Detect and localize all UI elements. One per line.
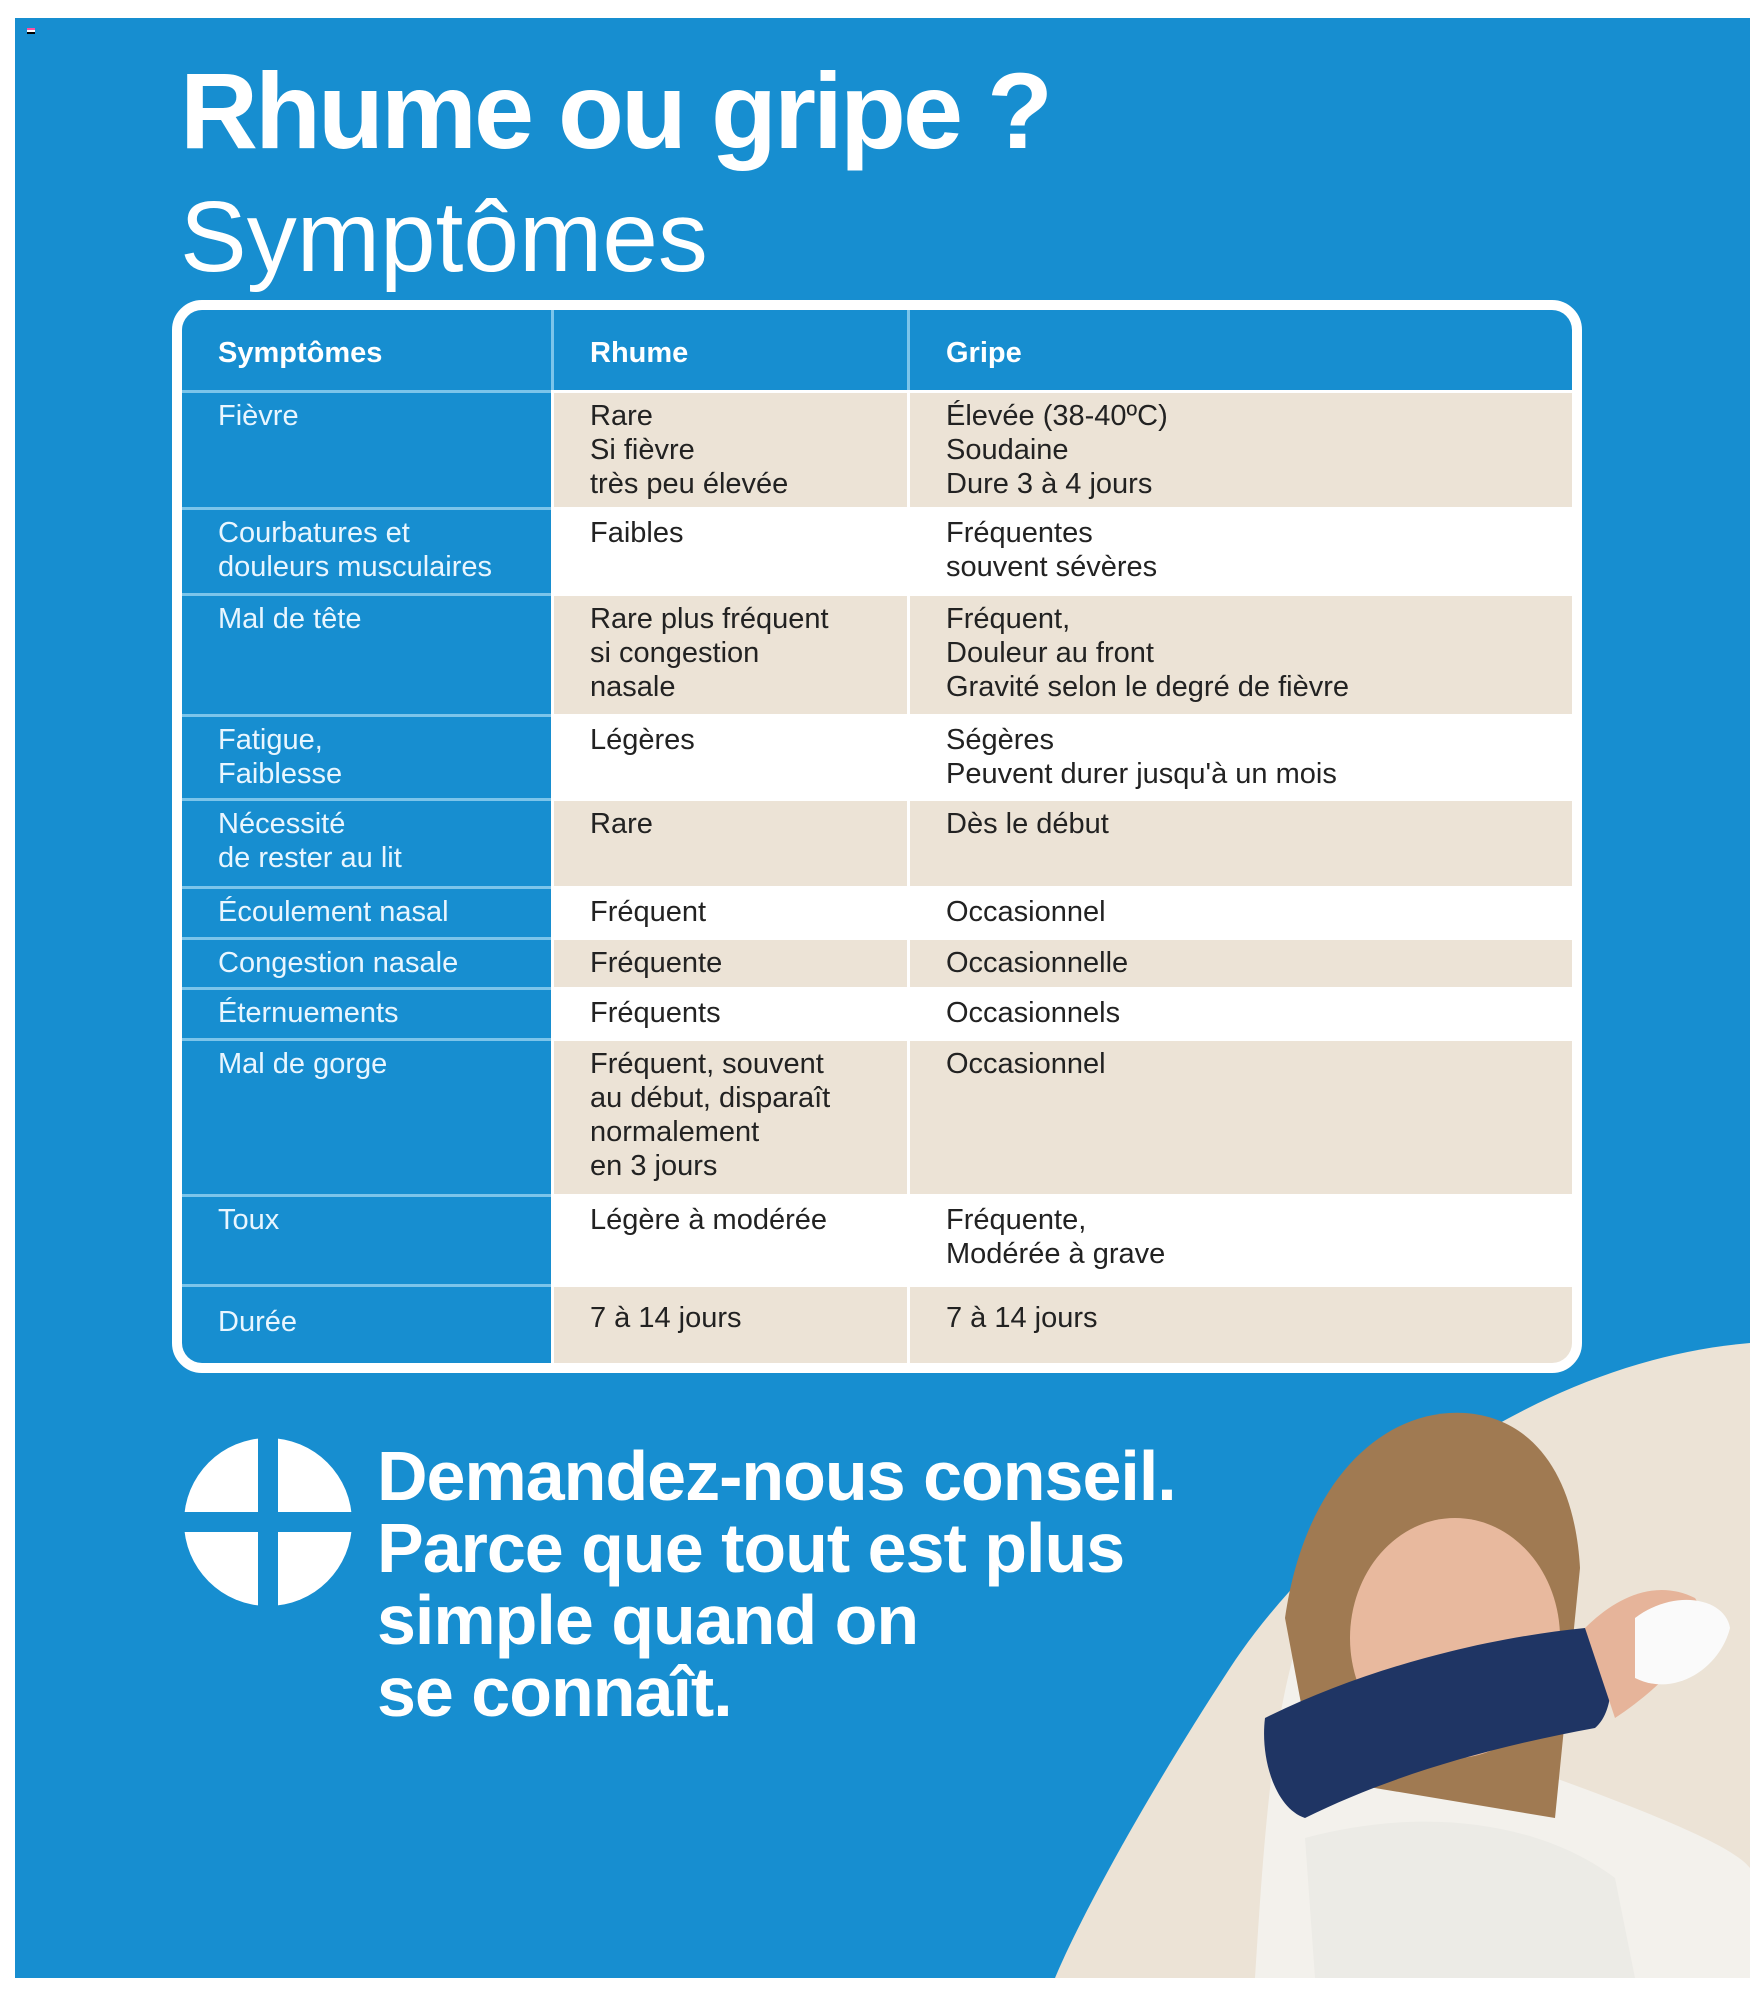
cta-line: simple quand on: [377, 1581, 919, 1659]
grippe-cell: Dès le début: [907, 801, 1572, 886]
grippe-cell: Occasionnel: [907, 1041, 1572, 1194]
symptom-cell: Écoulement nasal: [182, 889, 551, 937]
grippe-cell: Fréquent, Douleur au front Gravité selon le degré de fièvre: [907, 596, 1572, 714]
symptom-cell: Nécessité de rester au lit: [182, 801, 551, 886]
grippe-cell: Ségères Peuvent durer jusqu'à un mois: [907, 717, 1572, 798]
cta-text: [377, 1437, 1176, 1731]
symptom-cell: Fatigue, Faiblesse: [182, 717, 551, 798]
symptom-cell: Toux: [182, 1197, 551, 1284]
symptom-cell: Courbatures et douleurs musculaires: [182, 510, 551, 593]
table-row: [182, 1287, 1572, 1367]
symptom-cell: Fièvre: [182, 393, 551, 507]
cta-line: Demandez-nous conseil.: [377, 1437, 1176, 1515]
page-title: Rhume ou gripe ?: [180, 50, 1050, 171]
cta-line: Parce que tout est plus: [377, 1509, 1125, 1587]
table-row: [182, 990, 1572, 1041]
grippe-cell: 7 à 14 jours: [907, 1287, 1572, 1367]
rhume-cell: 7 à 14 jours: [551, 1287, 907, 1367]
header-symptoms: Symptômes: [182, 310, 551, 390]
table-row: [182, 393, 1572, 510]
table-row: [182, 717, 1572, 801]
cta-line: se connaît.: [377, 1653, 732, 1731]
rhume-cell: Fréquent, souvent au début, disparaît normalement en 3 jours: [551, 1041, 907, 1194]
symptom-cell: Mal de tête: [182, 596, 551, 714]
table-row: [182, 940, 1572, 990]
symptom-cell: Éternuements: [182, 990, 551, 1038]
header-grippe: Gripe: [907, 310, 1572, 390]
grippe-cell: Occasionnelle: [907, 940, 1572, 987]
table-row: [182, 801, 1572, 889]
table-row: [182, 1041, 1572, 1197]
table-row: [182, 510, 1572, 596]
grippe-cell: Fréquente, Modérée à grave: [907, 1197, 1572, 1284]
symptom-cell: Mal de gorge: [182, 1041, 551, 1194]
rhume-cell: Fréquente: [551, 940, 907, 987]
table-row: [182, 596, 1572, 717]
pharmacy-cross-circle-icon: [170, 1424, 366, 1620]
symptoms-table: [172, 300, 1582, 1373]
symptom-cell: Durée: [182, 1287, 551, 1367]
grippe-cell: Occasionnel: [907, 889, 1572, 937]
page-subtitle: Symptômes: [180, 181, 708, 293]
grippe-cell: Élevée (38-40ºC) Soudaine Dure 3 à 4 jours: [907, 393, 1572, 507]
rhume-cell: Faibles: [551, 510, 907, 593]
table-row: [182, 1197, 1572, 1287]
rhume-cell: Légère à modérée: [551, 1197, 907, 1284]
header-rhume: Rhume: [551, 310, 907, 390]
grippe-cell: Occasionnels: [907, 990, 1572, 1038]
rhume-cell: Fréquent: [551, 889, 907, 937]
table-row: [182, 889, 1572, 940]
symptom-cell: Congestion nasale: [182, 940, 551, 987]
rhume-cell: Fréquents: [551, 990, 907, 1038]
table-header-row: [182, 310, 1572, 393]
rhume-cell: Rare plus fréquent si congestion nasale: [551, 596, 907, 714]
rhume-cell: Rare: [551, 801, 907, 886]
rhume-cell: Rare Si fièvre très peu élevée: [551, 393, 907, 507]
rhume-cell: Légères: [551, 717, 907, 798]
grippe-cell: Fréquentes souvent sévères: [907, 510, 1572, 593]
